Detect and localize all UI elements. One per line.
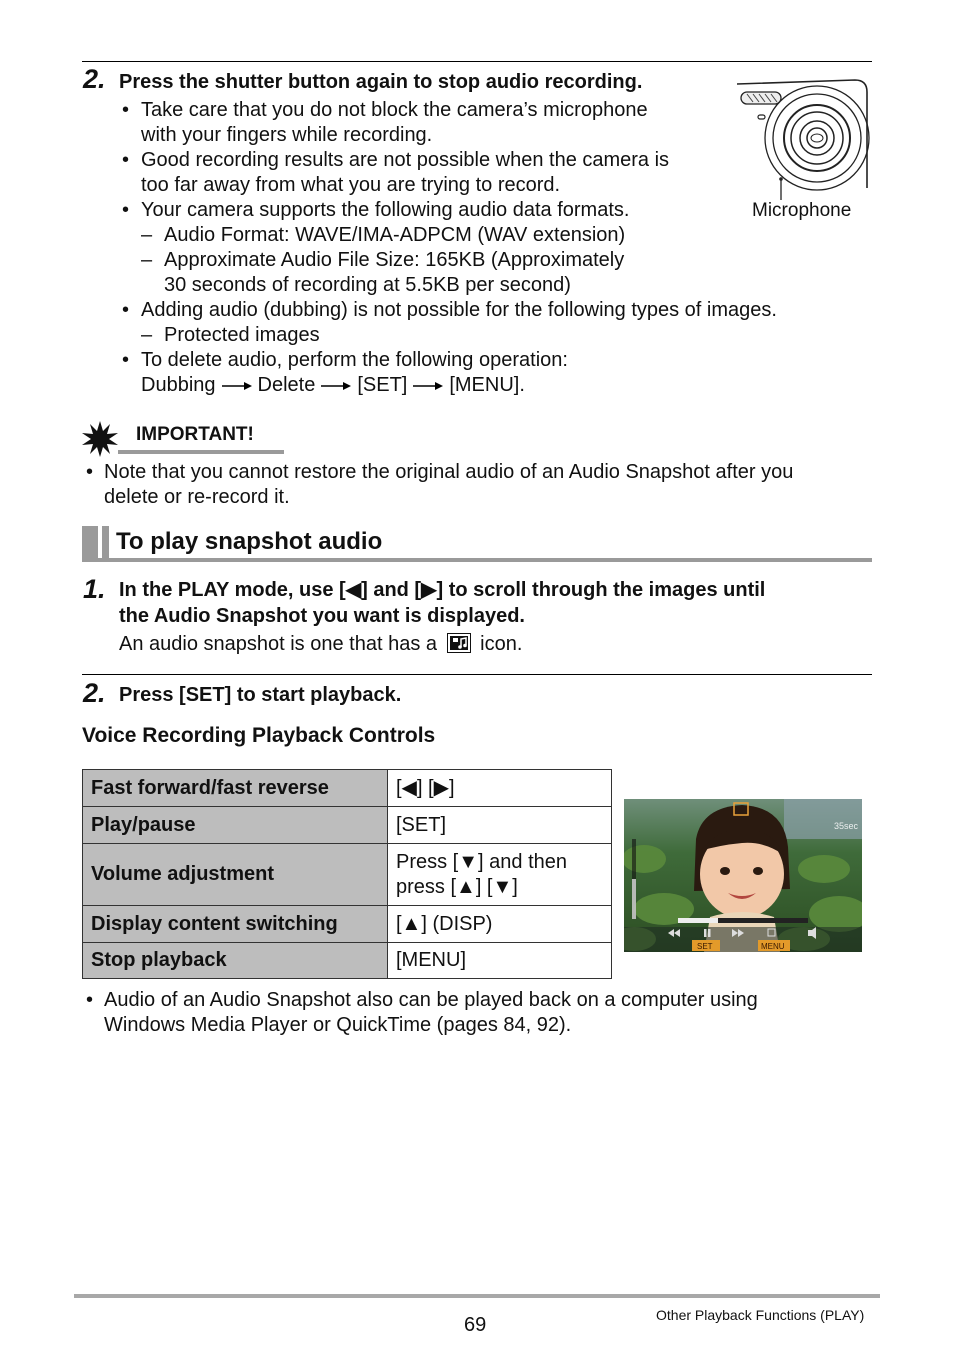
arrow-right-icon xyxy=(413,380,443,392)
page-number: 69 xyxy=(464,1314,487,1336)
camera-microphone-illustration xyxy=(735,76,870,202)
path-step: [MENU]. xyxy=(449,374,525,396)
control-cell: [◀] [▶] xyxy=(388,770,612,807)
control-cell: [SET] xyxy=(388,807,612,844)
dash-text: 30 seconds of recording at 5.5KB per second) xyxy=(164,274,571,296)
bullet-text: Adding audio (dubbing) is not possible for the following types of images. xyxy=(141,299,777,321)
bullet-dot: • xyxy=(122,349,130,371)
bullet-text: To delete audio, perform the following operation: xyxy=(141,349,568,371)
starburst-icon xyxy=(82,421,118,457)
action-cell: Play/pause xyxy=(83,807,388,844)
dash-marker: – xyxy=(141,324,153,346)
bullet-dot: • xyxy=(122,199,130,221)
svg-text:35sec: 35sec xyxy=(834,821,859,831)
table-row xyxy=(83,770,612,807)
bullet-text: Good recording results are not possible when the camera is xyxy=(141,149,670,171)
dash-text: Protected images xyxy=(164,324,320,346)
bullet-dot: • xyxy=(122,99,130,121)
bullet-text: with your fingers while recording. xyxy=(141,124,433,146)
bullet-dot: • xyxy=(122,299,130,321)
step-note xyxy=(119,632,522,657)
dash-marker: – xyxy=(141,249,153,271)
table-row xyxy=(83,943,612,979)
control-line: Press [▼] and then xyxy=(396,850,567,873)
dash-text: Approximate Audio File Size: 165KB (Approximately xyxy=(164,249,625,271)
footer-chapter: Other Playback Functions (PLAY) xyxy=(656,1307,865,1323)
arrow-right-icon xyxy=(321,380,351,392)
osd-set-label: SET xyxy=(697,942,713,951)
step-heading: Press [SET] to start playback. xyxy=(119,684,402,706)
control-cell: [▲] (DISP) xyxy=(388,906,612,943)
control-cell: [MENU] xyxy=(388,943,612,979)
dash-text: Audio Format: WAVE/IMA-ADPCM (WAV extension) xyxy=(164,224,626,246)
important-text: Note that you cannot restore the original audio of an Audio Snapshot after you xyxy=(104,461,794,483)
path-step: Delete xyxy=(257,374,316,396)
footer-rule xyxy=(74,1294,880,1298)
audio-snapshot-icon xyxy=(447,633,471,653)
osd-menu-label: MENU xyxy=(761,942,785,951)
control-cell xyxy=(388,844,612,906)
table-row xyxy=(83,906,612,943)
bullet-text: too far away from what you are trying to record. xyxy=(141,174,561,196)
bullet-dot: • xyxy=(122,149,130,171)
note-text: icon. xyxy=(480,633,523,655)
path-step: Dubbing xyxy=(141,374,216,396)
bottom-note-text: Audio of an Audio Snapshot also can be played back on a computer using xyxy=(104,989,758,1011)
controls-table xyxy=(82,769,612,979)
bullet-text: Take care that you do not block the camera’s microphone xyxy=(141,99,648,121)
action-cell: Stop playback xyxy=(83,943,388,979)
dash-marker: – xyxy=(141,224,153,246)
important-text: delete or re-record it. xyxy=(104,486,290,508)
step-number: 1. xyxy=(83,574,106,604)
playback-screen-photo xyxy=(624,799,862,952)
path-step: [SET] xyxy=(357,374,408,396)
section-title: To play snapshot audio xyxy=(116,528,383,555)
table-row xyxy=(83,807,612,844)
table-row xyxy=(83,844,612,906)
controls-title: Voice Recording Playback Controls xyxy=(82,724,436,747)
action-cell: Fast forward/fast reverse xyxy=(83,770,388,807)
control-line: press [▲] [▼] xyxy=(396,875,518,898)
step-heading: the Audio Snapshot you want is displayed. xyxy=(119,605,525,627)
child-photo-image xyxy=(624,799,862,952)
step-heading: In the PLAY mode, use [◀] and [▶] to scroll through the images until xyxy=(119,579,766,601)
action-cell: Volume adjustment xyxy=(83,844,388,906)
important-underline xyxy=(118,450,284,454)
important-label: IMPORTANT! xyxy=(136,424,254,445)
bullet-dot: • xyxy=(86,461,94,483)
note-text: An audio snapshot is one that has a xyxy=(119,633,438,655)
bullet-text: Your camera supports the following audio data formats. xyxy=(141,199,630,221)
microphone-label: Microphone xyxy=(752,200,852,221)
arrow-right-icon xyxy=(222,380,252,392)
bottom-note-text: Windows Media Player or QuickTime (pages 84, 92). xyxy=(104,1014,572,1036)
step-number: 2. xyxy=(83,64,106,94)
step-heading: Press the shutter button again to stop audio recording. xyxy=(119,71,643,93)
bullet-dot: • xyxy=(86,989,94,1011)
divider-rule xyxy=(82,674,872,675)
top-rule xyxy=(82,61,872,62)
delete-path xyxy=(141,373,525,398)
action-cell: Display content switching xyxy=(83,906,388,943)
step-number: 2. xyxy=(83,678,106,708)
